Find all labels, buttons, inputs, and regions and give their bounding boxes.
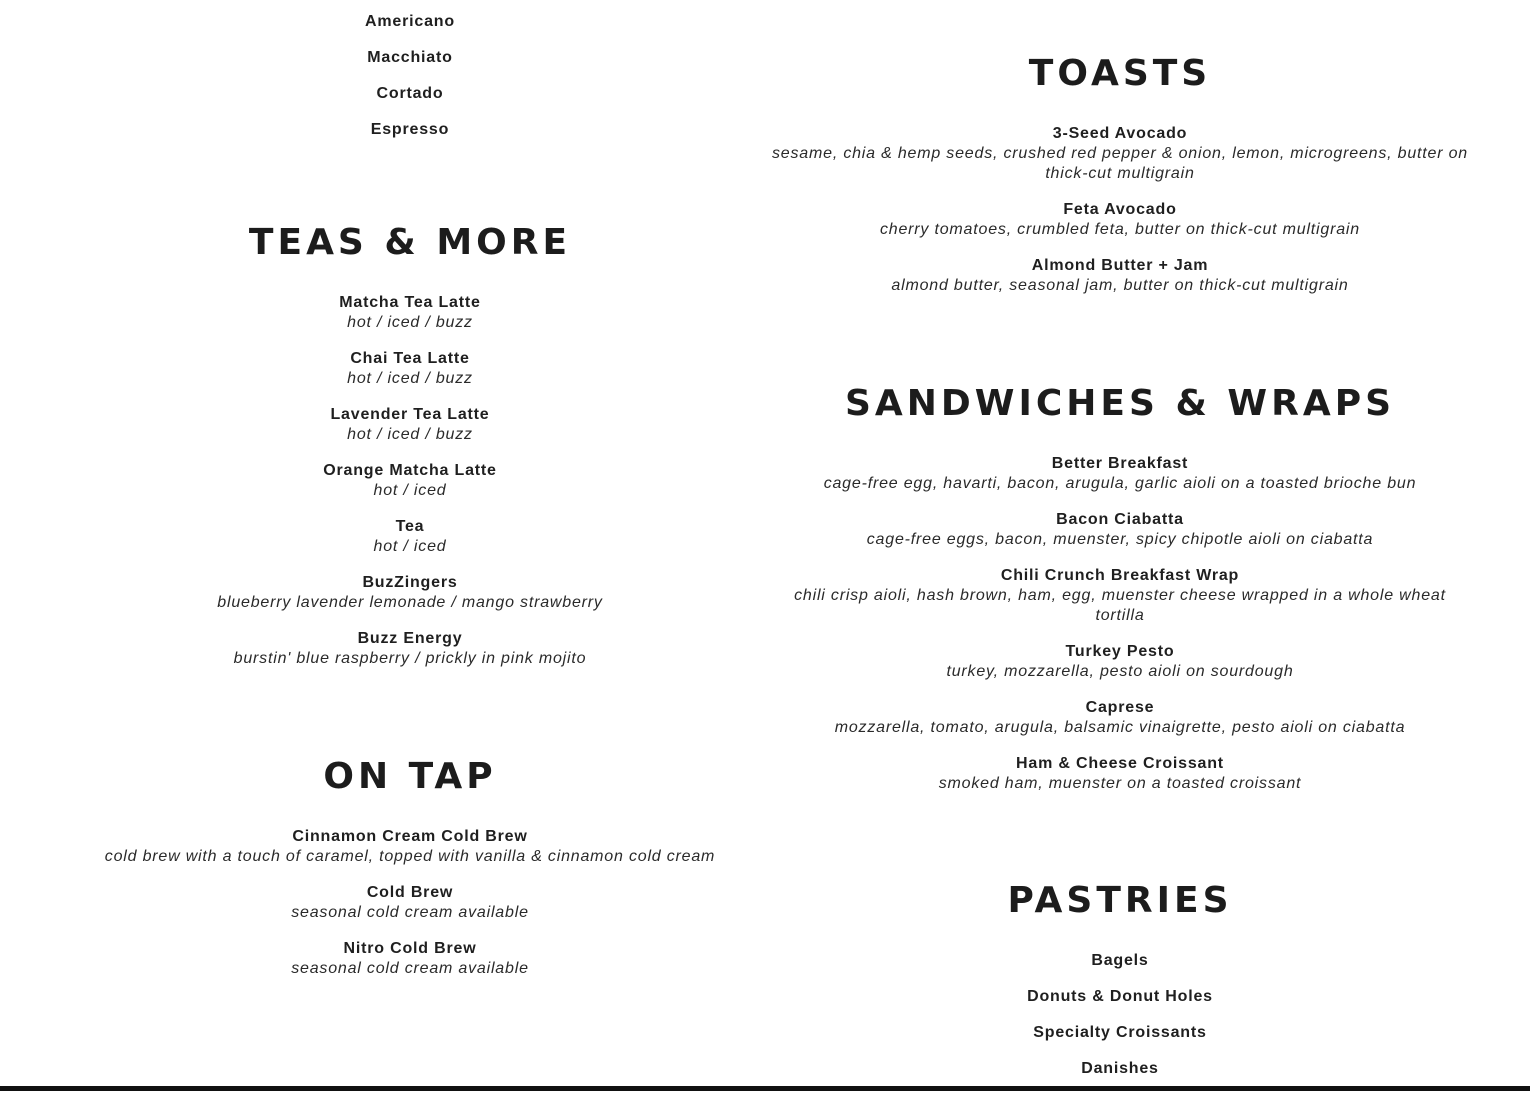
item-name: Chai Tea Latte [350, 350, 470, 367]
item-description: chili crisp aioli, hash brown, ham, egg, muenster cheese wrapped in a whole wheat tortilla [794, 587, 1446, 624]
sandwiches-section [770, 384, 1470, 810]
section-heading-on-tap: ON TAP [323, 756, 497, 797]
item-name: BuzZingers [362, 574, 458, 591]
item-name: Orange Matcha Latte [323, 462, 497, 479]
item-name: Lavender Tea Latte [330, 406, 490, 423]
menu-item [770, 510, 1470, 550]
menu-item [80, 293, 740, 333]
menu-item [80, 461, 740, 501]
section-heading-teas: TEAS & MORE [248, 222, 572, 263]
item-description: hot / iced / buzz [347, 370, 473, 387]
item-name: Cortado [376, 85, 444, 102]
item-description: seasonal cold cream available [291, 960, 529, 977]
item-name: Turkey Pesto [1065, 643, 1175, 660]
menu-item [770, 454, 1470, 494]
item-name: 3-Seed Avocado [1052, 125, 1188, 142]
item-name: Macchiato [367, 49, 453, 66]
item-description: blueberry lavender lemonade / mango strawberry [217, 594, 603, 611]
item-name: Feta Avocado [1063, 201, 1177, 218]
menu-item [80, 573, 740, 613]
menu-item [770, 124, 1470, 184]
item-description: hot / iced [373, 538, 447, 555]
menu-item [80, 517, 740, 557]
item-name: Cold Brew [366, 884, 454, 901]
menu-item [770, 566, 1470, 626]
item-name: Matcha Tea Latte [339, 294, 481, 311]
item-name: Danishes [1081, 1060, 1159, 1077]
menu-item [770, 256, 1470, 296]
espresso-section [80, 12, 740, 156]
menu-item [80, 84, 740, 104]
menu-item [80, 939, 740, 979]
item-description: cold brew with a touch of caramel, topped with vanilla & cinnamon cold cream [104, 848, 716, 865]
item-name: Nitro Cold Brew [343, 940, 477, 957]
menu-item [80, 405, 740, 445]
section-heading-toasts: TOASTS [1028, 53, 1212, 94]
item-description: hot / iced / buzz [347, 314, 473, 331]
menu-item [80, 827, 740, 867]
item-name: Donuts & Donut Holes [1027, 988, 1213, 1005]
menu-item [770, 754, 1470, 794]
on-tap-section [80, 757, 740, 995]
item-description: hot / iced / buzz [347, 426, 473, 443]
item-name: Tea [395, 518, 425, 535]
item-description: almond butter, seasonal jam, butter on thick-cut multigrain [891, 277, 1349, 294]
item-name: Almond Butter + Jam [1031, 257, 1209, 274]
item-description: hot / iced [373, 482, 447, 499]
menu-item [770, 698, 1470, 738]
item-description: turkey, mozzarella, pesto aioli on sourdough [946, 663, 1294, 680]
item-name: Ham & Cheese Croissant [1016, 755, 1224, 772]
item-name: Cinnamon Cream Cold Brew [292, 828, 528, 845]
item-name: Better Breakfast [1051, 455, 1189, 472]
item-description: cherry tomatoes, crumbled feta, butter on thick-cut multigrain [879, 221, 1360, 238]
menu-item [80, 12, 740, 32]
item-name: Americano [365, 13, 455, 30]
menu-item [80, 48, 740, 68]
item-name: Espresso [370, 121, 450, 138]
menu-item [770, 1023, 1470, 1043]
menu-item [770, 987, 1470, 1007]
item-description: smoked ham, muenster on a toasted croissant [938, 775, 1302, 792]
item-description: seasonal cold cream available [291, 904, 529, 921]
item-name: Chili Crunch Breakfast Wrap [1000, 567, 1240, 584]
menu-item [80, 629, 740, 669]
item-description: burstin' blue raspberry / prickly in pink mojito [233, 650, 587, 667]
bottom-divider [0, 1086, 1530, 1091]
menu-item [770, 642, 1470, 682]
menu-item [80, 120, 740, 140]
item-description: mozzarella, tomato, arugula, balsamic vinaigrette, pesto aioli on ciabatta [834, 719, 1406, 736]
menu-item [770, 200, 1470, 240]
item-name: Bagels [1091, 952, 1149, 969]
item-name: Buzz Energy [357, 630, 463, 647]
menu-item [80, 883, 740, 923]
pastries-section [770, 881, 1470, 1095]
teas-section [80, 223, 740, 685]
item-name: Specialty Croissants [1033, 1024, 1207, 1041]
item-name: Bacon Ciabatta [1056, 511, 1184, 528]
menu-item [770, 1059, 1470, 1079]
item-description: sesame, chia & hemp seeds, crushed red pepper & onion, lemon, microgreens, butter on thick-cut multigrain [772, 145, 1468, 182]
item-description: cage-free eggs, bacon, muenster, spicy chipotle aioli on ciabatta [866, 531, 1374, 548]
menu-item [770, 951, 1470, 971]
section-heading-pastries: PASTRIES [1007, 880, 1233, 921]
section-heading-sandwiches: SANDWICHES & WRAPS [844, 383, 1396, 424]
item-name: Caprese [1085, 699, 1155, 716]
item-description: cage-free egg, havarti, bacon, arugula, garlic aioli on a toasted brioche bun [823, 475, 1417, 492]
toasts-section [770, 54, 1470, 312]
menu-item [80, 349, 740, 389]
